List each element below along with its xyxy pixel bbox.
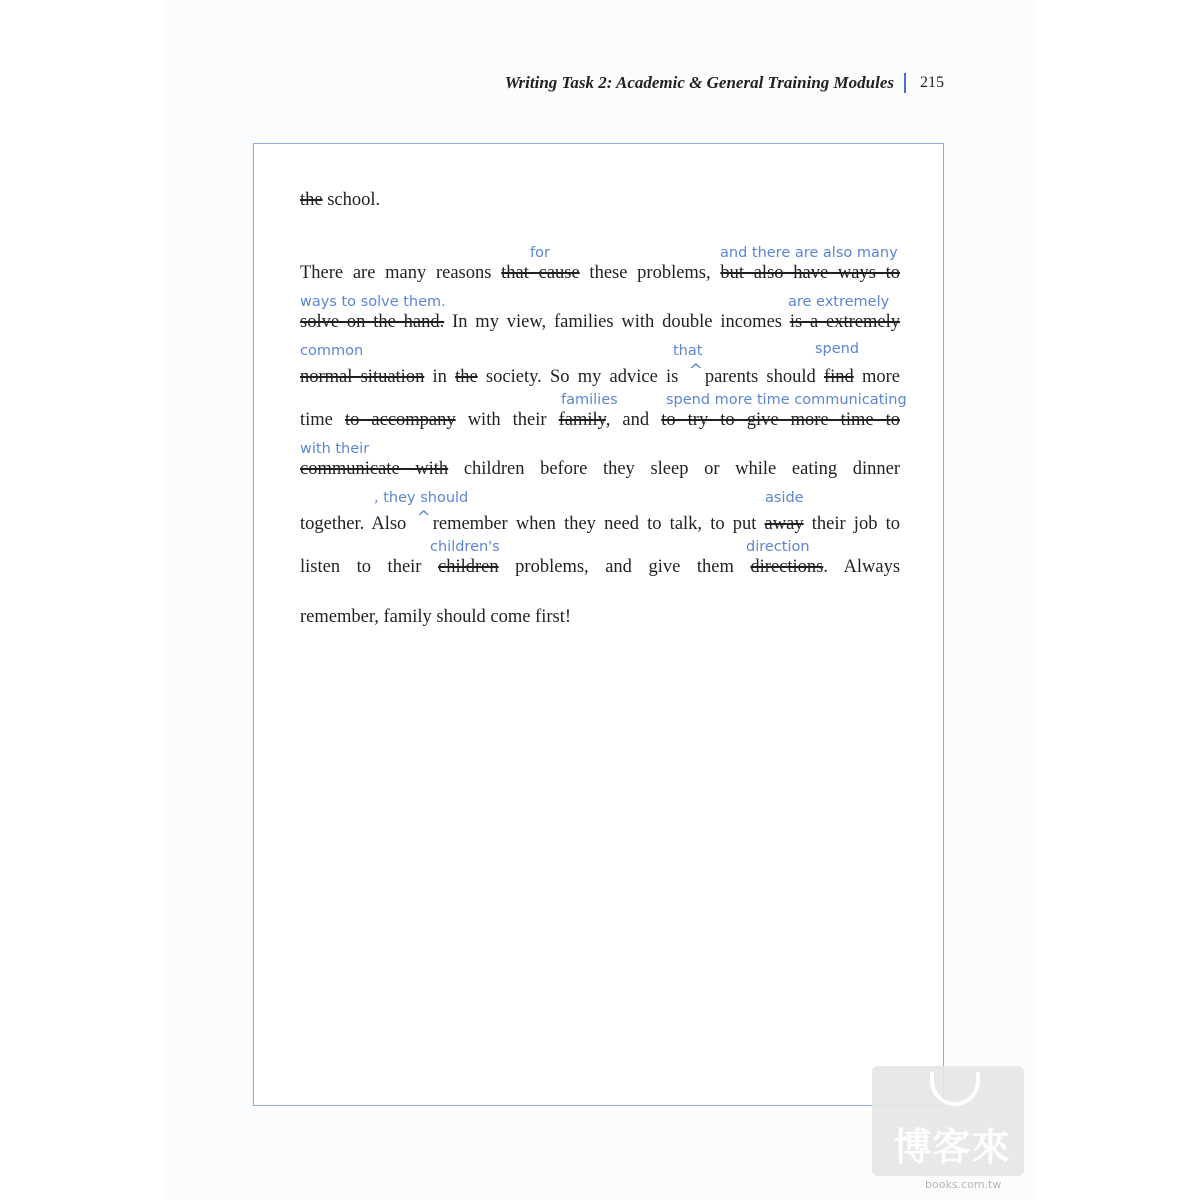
watermark-text: 博客來 — [893, 1125, 1011, 1169]
insertion-note: for — [530, 245, 550, 261]
deleted-text: to accompany — [344, 410, 456, 430]
deleted-text: children — [438, 557, 499, 577]
essay-text: their job to — [803, 514, 900, 534]
insertion-note: children's — [430, 539, 500, 555]
essay-text: problems, and give them — [498, 557, 751, 577]
page-number: 215 — [920, 74, 944, 91]
essay-text: parents should — [704, 367, 824, 387]
smile-icon — [930, 1072, 980, 1106]
insertion-note: common — [300, 343, 364, 359]
essay-text: listen to their — [300, 557, 439, 577]
essay-line-8 — [300, 555, 900, 579]
header-rule — [904, 73, 906, 93]
running-header — [160, 73, 944, 93]
essay-line-1 — [300, 188, 900, 212]
deleted-text: the — [455, 367, 478, 387]
insertion-note: , they should — [374, 490, 469, 506]
deleted-text: directions — [750, 557, 824, 577]
insertion-note: spend — [815, 341, 860, 357]
essay-line-7 — [300, 506, 900, 534]
essay-line-6 — [300, 457, 900, 481]
essay-line-5 — [300, 408, 900, 432]
essay-text: together. Also — [300, 514, 415, 534]
essay-text: , and — [605, 410, 662, 430]
insertion-note: are extremely — [788, 294, 890, 310]
insertion-note: that — [673, 343, 703, 359]
insertion-note: families — [561, 392, 618, 408]
essay-text: in — [424, 367, 456, 387]
essay-line-4 — [300, 359, 901, 387]
insertion-caret: ^ — [416, 508, 431, 528]
deleted-text: find — [823, 367, 854, 387]
essay-text: . Always — [823, 557, 901, 577]
essay-text: school. — [322, 190, 381, 210]
insertion-note: spend more time communicating — [666, 392, 907, 408]
deleted-text: solve on the hand. — [300, 312, 445, 332]
watermark-logo — [872, 1066, 1024, 1176]
essay-text: remember, family should come first! — [300, 607, 572, 627]
essay-text: these problems, — [579, 263, 721, 283]
watermark-url: books.com.tw — [925, 1178, 1002, 1191]
essay-text: more — [853, 367, 901, 387]
deleted-text: family — [558, 410, 606, 430]
deleted-text: the — [300, 190, 323, 210]
essay-line-2 — [300, 261, 900, 285]
essay-line-9 — [300, 605, 900, 629]
insertion-note: with their — [300, 441, 370, 457]
essay-text: remember when they need to talk, to put — [432, 514, 765, 534]
deleted-text: is a extremely — [789, 312, 900, 332]
deleted-text: that cause — [501, 263, 580, 283]
essay-text: In my view, families with double incomes — [444, 312, 790, 332]
deleted-text: normal situation — [300, 367, 425, 387]
essay-text: There are many reasons — [300, 263, 502, 283]
insertion-note: aside — [765, 490, 804, 506]
essay-text: society. So my advice is — [477, 367, 687, 387]
insertion-note: and there are also many — [720, 245, 898, 261]
deleted-text: but also have ways to — [720, 263, 900, 283]
insertion-note: direction — [746, 539, 810, 555]
deleted-text: away — [764, 514, 804, 534]
insertion-caret: ^ — [688, 361, 703, 381]
deleted-text: to try to give more time to — [661, 410, 901, 430]
insertion-note: ways to solve them. — [300, 294, 446, 310]
essay-line-3 — [300, 310, 900, 334]
deleted-text: communicate with — [300, 459, 449, 479]
essay-text: time — [300, 410, 345, 430]
essay-frame — [253, 143, 944, 1106]
essay-text: with their — [455, 410, 559, 430]
running-title: Writing Task 2: Academic & General Training Modules — [504, 73, 894, 92]
essay-text: children before they sleep or while eating dinner — [448, 459, 900, 479]
